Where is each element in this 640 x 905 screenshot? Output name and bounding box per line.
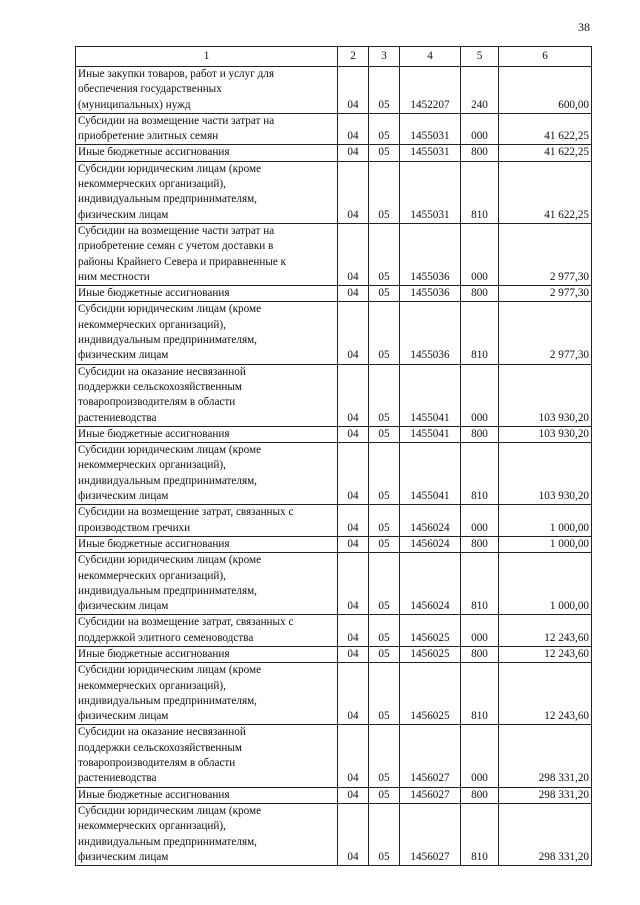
- row-col-3-cell: 05: [369, 426, 400, 442]
- table-row: [76, 646, 592, 662]
- row-name-cell: Субсидии юридическим лицам (кроме некоммерческих организаций), индивидуальным предпринимателям, физическим лицам: [76, 803, 338, 865]
- row-col-2-cell: 04: [338, 113, 369, 145]
- row-col-3-cell: 05: [369, 161, 400, 223]
- row-name-cell: Субсидии на возмещение затрат, связанных с поддержкой элитного семеноводства: [76, 615, 338, 647]
- row-col-5-cell: 800: [461, 536, 499, 552]
- row-amount-cell: 298 331,20: [499, 725, 592, 787]
- row-col-5-cell: 810: [461, 663, 499, 725]
- row-amount-cell: 2 977,30: [499, 286, 592, 302]
- row-amount-cell: 2 977,30: [499, 302, 592, 364]
- row-col-2-cell: 04: [338, 161, 369, 223]
- header-col-1: 1: [76, 47, 338, 67]
- row-col-5-cell: 810: [461, 553, 499, 615]
- row-col-2-cell: 04: [338, 443, 369, 505]
- row-col-3-cell: 05: [369, 553, 400, 615]
- header-col-3: 3: [369, 47, 400, 67]
- row-col-5-cell: 000: [461, 505, 499, 537]
- row-col-4-cell: 1455041: [400, 426, 461, 442]
- row-col-3-cell: 05: [369, 615, 400, 647]
- table-row: [76, 615, 592, 647]
- row-col-2-cell: 04: [338, 286, 369, 302]
- row-col-4-cell: 1455031: [400, 145, 461, 161]
- row-col-4-cell: 1455036: [400, 302, 461, 364]
- table-row: [76, 145, 592, 161]
- row-col-2-cell: 04: [338, 364, 369, 426]
- row-amount-cell: 2 977,30: [499, 223, 592, 285]
- row-name-cell: Субсидии на оказание несвязанной поддержки сельскохозяйственным товаропроизводителям в области растениеводства: [76, 725, 338, 787]
- row-col-2-cell: 04: [338, 787, 369, 803]
- row-name-cell: Субсидии юридическим лицам (кроме некоммерческих организаций), индивидуальным предпринимателям, физическим лицам: [76, 663, 338, 725]
- table-row: [76, 426, 592, 442]
- row-col-5-cell: 810: [461, 302, 499, 364]
- row-col-2-cell: 04: [338, 536, 369, 552]
- table-row: [76, 443, 592, 505]
- row-col-4-cell: 1455036: [400, 286, 461, 302]
- row-amount-cell: 298 331,20: [499, 787, 592, 803]
- row-col-5-cell: 000: [461, 364, 499, 426]
- row-amount-cell: 41 622,25: [499, 145, 592, 161]
- row-col-5-cell: 800: [461, 646, 499, 662]
- row-amount-cell: 12 243,60: [499, 663, 592, 725]
- row-name-cell: Иные бюджетные ассигнования: [76, 426, 338, 442]
- row-name-cell: Иные бюджетные ассигнования: [76, 646, 338, 662]
- table-row: [76, 67, 592, 114]
- row-col-3-cell: 05: [369, 536, 400, 552]
- row-name-cell: Субсидии на оказание несвязанной поддержки сельскохозяйственным товаропроизводителям в области растениеводства: [76, 364, 338, 426]
- table-header-row: [76, 47, 592, 67]
- row-name-cell: Субсидии юридическим лицам (кроме некоммерческих организаций), индивидуальным предпринимателям, физическим лицам: [76, 553, 338, 615]
- row-col-2-cell: 04: [338, 67, 369, 114]
- row-col-2-cell: 04: [338, 803, 369, 865]
- table-row: [76, 787, 592, 803]
- table-row: [76, 803, 592, 865]
- row-name-cell: Иные бюджетные ассигнования: [76, 536, 338, 552]
- table-row: [76, 364, 592, 426]
- row-col-2-cell: 04: [338, 663, 369, 725]
- budget-table: [75, 46, 592, 866]
- header-col-6: 6: [499, 47, 592, 67]
- row-col-4-cell: 1456025: [400, 615, 461, 647]
- row-name-cell: Иные закупки товаров, работ и услуг для обеспечения государственных (муниципальных) нужд: [76, 67, 338, 114]
- row-name-cell: Субсидии юридическим лицам (кроме некоммерческих организаций), индивидуальным предпринимателям, физическим лицам: [76, 302, 338, 364]
- row-amount-cell: 1 000,00: [499, 536, 592, 552]
- row-col-2-cell: 04: [338, 725, 369, 787]
- row-name-cell: Иные бюджетные ассигнования: [76, 286, 338, 302]
- row-col-3-cell: 05: [369, 286, 400, 302]
- table-row: [76, 113, 592, 145]
- row-col-5-cell: 000: [461, 223, 499, 285]
- row-col-4-cell: 1455031: [400, 113, 461, 145]
- row-col-2-cell: 04: [338, 505, 369, 537]
- row-amount-cell: 41 622,25: [499, 161, 592, 223]
- table-row: [76, 302, 592, 364]
- row-name-cell: Субсидии на возмещение части затрат на приобретение элитных семян: [76, 113, 338, 145]
- row-col-4-cell: 1456027: [400, 787, 461, 803]
- row-name-cell: Иные бюджетные ассигнования: [76, 145, 338, 161]
- row-col-4-cell: 1456024: [400, 536, 461, 552]
- row-col-4-cell: 1455031: [400, 161, 461, 223]
- row-name-cell: Субсидии юридическим лицам (кроме некоммерческих организаций), индивидуальным предпринимателям, физическим лицам: [76, 161, 338, 223]
- row-col-3-cell: 05: [369, 505, 400, 537]
- table-row: [76, 553, 592, 615]
- row-col-3-cell: 05: [369, 113, 400, 145]
- row-col-5-cell: 810: [461, 803, 499, 865]
- table-row: [76, 725, 592, 787]
- header-col-4: 4: [400, 47, 461, 67]
- row-col-2-cell: 04: [338, 302, 369, 364]
- row-col-2-cell: 04: [338, 553, 369, 615]
- row-name-cell: Иные бюджетные ассигнования: [76, 787, 338, 803]
- row-col-4-cell: 1456024: [400, 505, 461, 537]
- budget-table-body: [76, 47, 592, 866]
- row-col-3-cell: 05: [369, 145, 400, 161]
- row-col-2-cell: 04: [338, 646, 369, 662]
- row-col-2-cell: 04: [338, 615, 369, 647]
- row-col-4-cell: 1456024: [400, 553, 461, 615]
- table-row: [76, 286, 592, 302]
- table-row: [76, 536, 592, 552]
- row-name-cell: Субсидии на возмещение затрат, связанных с производством гречихи: [76, 505, 338, 537]
- row-col-5-cell: 000: [461, 113, 499, 145]
- row-amount-cell: 12 243,60: [499, 615, 592, 647]
- row-col-2-cell: 04: [338, 426, 369, 442]
- row-col-3-cell: 05: [369, 443, 400, 505]
- row-col-3-cell: 05: [369, 646, 400, 662]
- row-amount-cell: 600,00: [499, 67, 592, 114]
- row-col-5-cell: 800: [461, 145, 499, 161]
- page-number: 38: [578, 20, 590, 34]
- header-col-2: 2: [338, 47, 369, 67]
- row-col-4-cell: 1456027: [400, 725, 461, 787]
- row-col-3-cell: 05: [369, 223, 400, 285]
- table-row: [76, 505, 592, 537]
- row-col-5-cell: 000: [461, 725, 499, 787]
- row-col-4-cell: 1456027: [400, 803, 461, 865]
- row-amount-cell: 103 930,20: [499, 443, 592, 505]
- table-row: [76, 663, 592, 725]
- row-amount-cell: 12 243,60: [499, 646, 592, 662]
- row-col-5-cell: 810: [461, 161, 499, 223]
- row-col-3-cell: 05: [369, 725, 400, 787]
- header-col-5: 5: [461, 47, 499, 67]
- row-col-4-cell: 1455041: [400, 364, 461, 426]
- row-col-2-cell: 04: [338, 145, 369, 161]
- table-row: [76, 161, 592, 223]
- row-amount-cell: 1 000,00: [499, 553, 592, 615]
- row-col-4-cell: 1455036: [400, 223, 461, 285]
- row-col-5-cell: 800: [461, 286, 499, 302]
- row-col-5-cell: 810: [461, 443, 499, 505]
- row-col-5-cell: 240: [461, 67, 499, 114]
- row-amount-cell: 298 331,20: [499, 803, 592, 865]
- row-name-cell: Субсидии на возмещение части затрат на приобретение семян с учетом доставки в районы Крайнего Севера и приравненные к ним местности: [76, 223, 338, 285]
- row-col-4-cell: 1455041: [400, 443, 461, 505]
- row-name-cell: Субсидии юридическим лицам (кроме некоммерческих организаций), индивидуальным предпринимателям, физическим лицам: [76, 443, 338, 505]
- row-amount-cell: 103 930,20: [499, 364, 592, 426]
- row-col-5-cell: 800: [461, 426, 499, 442]
- row-col-4-cell: 1456025: [400, 646, 461, 662]
- row-col-3-cell: 05: [369, 67, 400, 114]
- row-col-4-cell: 1452207: [400, 67, 461, 114]
- row-col-2-cell: 04: [338, 223, 369, 285]
- row-col-3-cell: 05: [369, 302, 400, 364]
- row-amount-cell: 103 930,20: [499, 426, 592, 442]
- row-col-4-cell: 1456025: [400, 663, 461, 725]
- row-col-3-cell: 05: [369, 803, 400, 865]
- row-col-3-cell: 05: [369, 364, 400, 426]
- row-amount-cell: 1 000,00: [499, 505, 592, 537]
- row-amount-cell: 41 622,25: [499, 113, 592, 145]
- row-col-3-cell: 05: [369, 663, 400, 725]
- row-col-5-cell: 000: [461, 615, 499, 647]
- row-col-5-cell: 800: [461, 787, 499, 803]
- row-col-3-cell: 05: [369, 787, 400, 803]
- table-row: [76, 223, 592, 285]
